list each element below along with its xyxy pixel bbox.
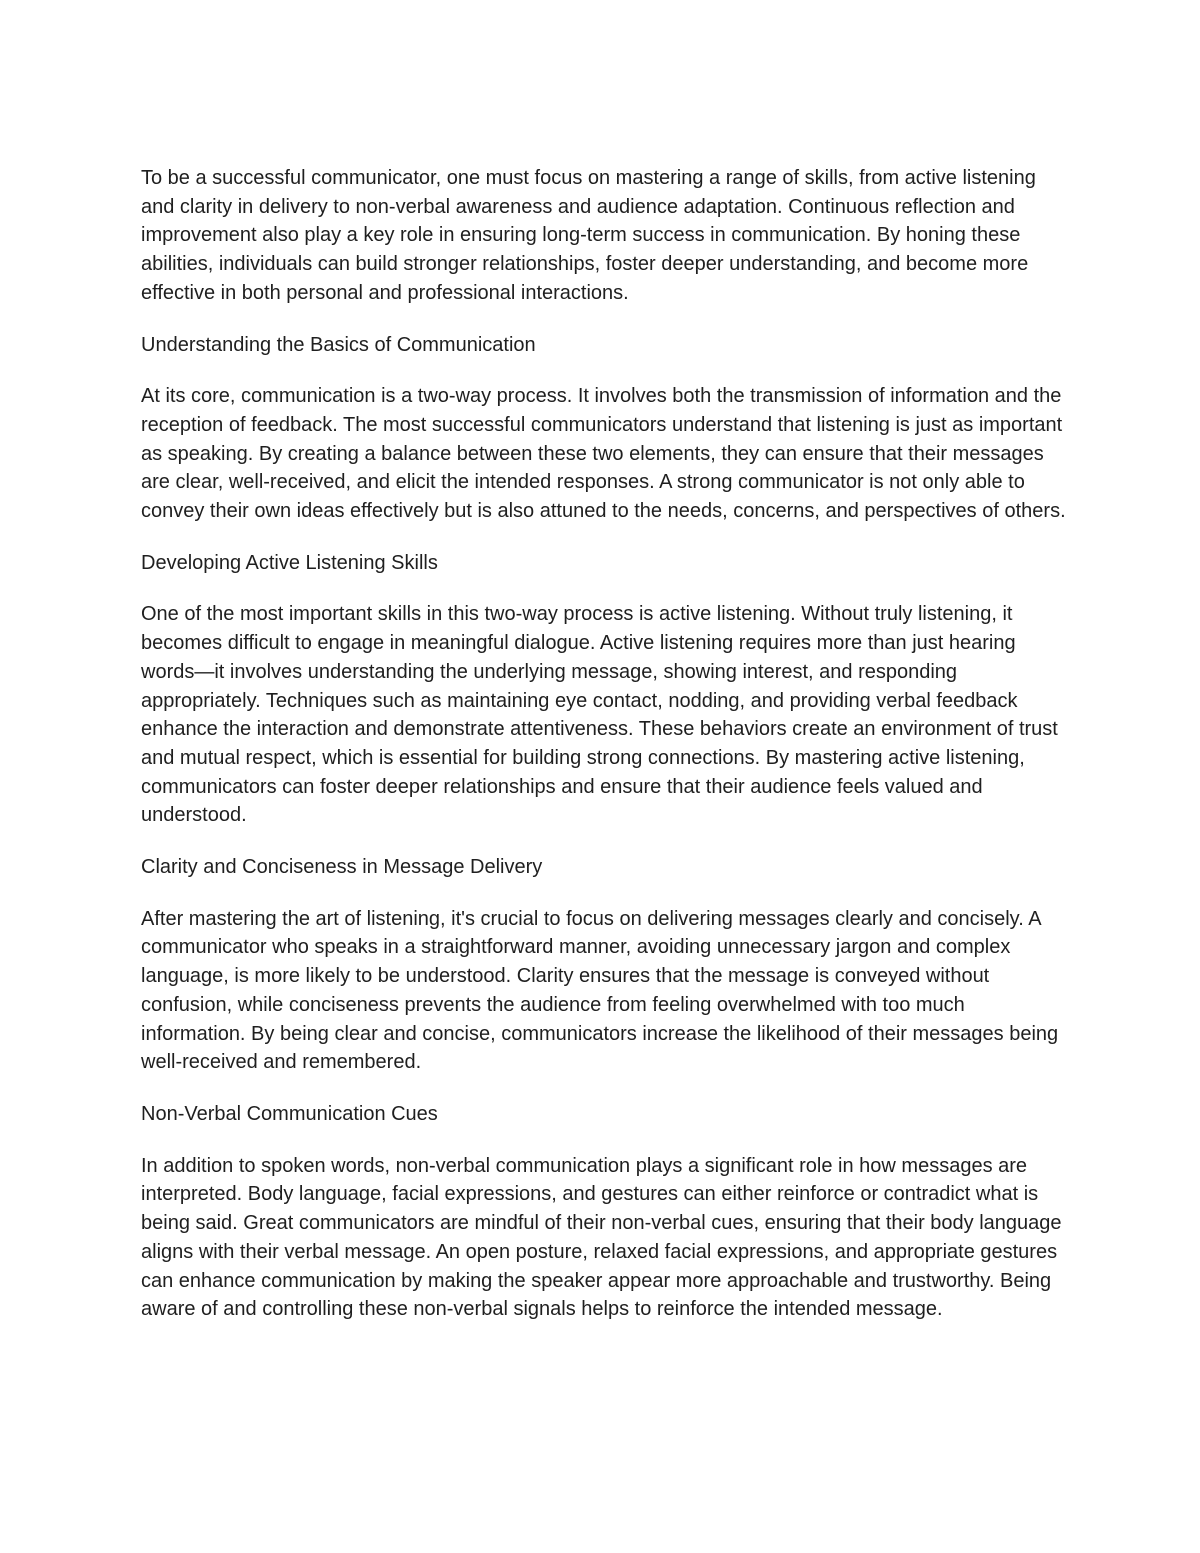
intro-paragraph: To be a successful communicator, one must focus on mastering a range of skills, from active listening and clarity in delivery to non-verbal awareness and audience adaptation. Continuous reflection and improvement also play a key role in ensuring long-term success in communication. By honing these abilities, individuals can build stronger relationships, foster deeper understanding, and become more effective in both personal and professional interactions.: [141, 167, 1036, 304]
section-heading: Clarity and Conciseness in Message Delivery: [141, 856, 543, 879]
section-heading: Understanding the Basics of Communication: [141, 333, 536, 356]
document-body: [141, 164, 1071, 1347]
section-paragraph: One of the most important skills in this two-way process is active listening. Without truly listening, it becomes difficult to engage in meaningful dialogue. Active listening requires more than just hearing words—it involves understanding the underlying message, showing interest, and responding appropriately. Techniques such as maintaining eye contact, nodding, and providing verbal feedback enhance the interaction and demonstrate attentiveness. These behaviors create an environment of trust and mutual respect, which is essential for building strong connections. By mastering active listening, communicators can foster deeper relationships and ensure that their audience feels valued and understood.: [141, 603, 1058, 827]
section-paragraph: At its core, communication is a two-way process. It involves both the transmission of information and the reception of feedback. The most successful communicators understand that listening is just as important as speaking. By creating a balance between these two elements, they can ensure that their messages are clear, well-received, and elicit the intended responses. A strong communicator is not only able to convey their own ideas effectively but is also attuned to the needs, concerns, and perspectives of others.: [141, 385, 1066, 523]
section-heading: Non-Verbal Communication Cues: [141, 1102, 438, 1125]
section-paragraph: After mastering the art of listening, it's crucial to focus on delivering messages clearly and concisely. A communicator who speaks in a straightforward manner, avoiding unnecessary jargon and complex language, is more likely to be understood. Clarity ensures that the message is conveyed without confusion, while conciseness prevents the audience from feeling overwhelmed with too much information. By being clear and concise, communicators increase the likelihood of their messages being well-received and remembered.: [141, 907, 1059, 1074]
section-paragraph: In addition to spoken words, non-verbal communication plays a significant role in how messages are interpreted. Body language, facial expressions, and gestures can either reinforce or contradict what is being said. Great communicators are mindful of their non-verbal cues, ensuring that their body language aligns with their verbal message. An open posture, relaxed facial expressions, and appropriate gestures can enhance communication by making the speaker appear more approachable and trustworthy. Being aware of and controlling these non-verbal signals helps to reinforce the intended message.: [141, 1154, 1062, 1321]
section-heading: Developing Active Listening Skills: [141, 551, 438, 574]
